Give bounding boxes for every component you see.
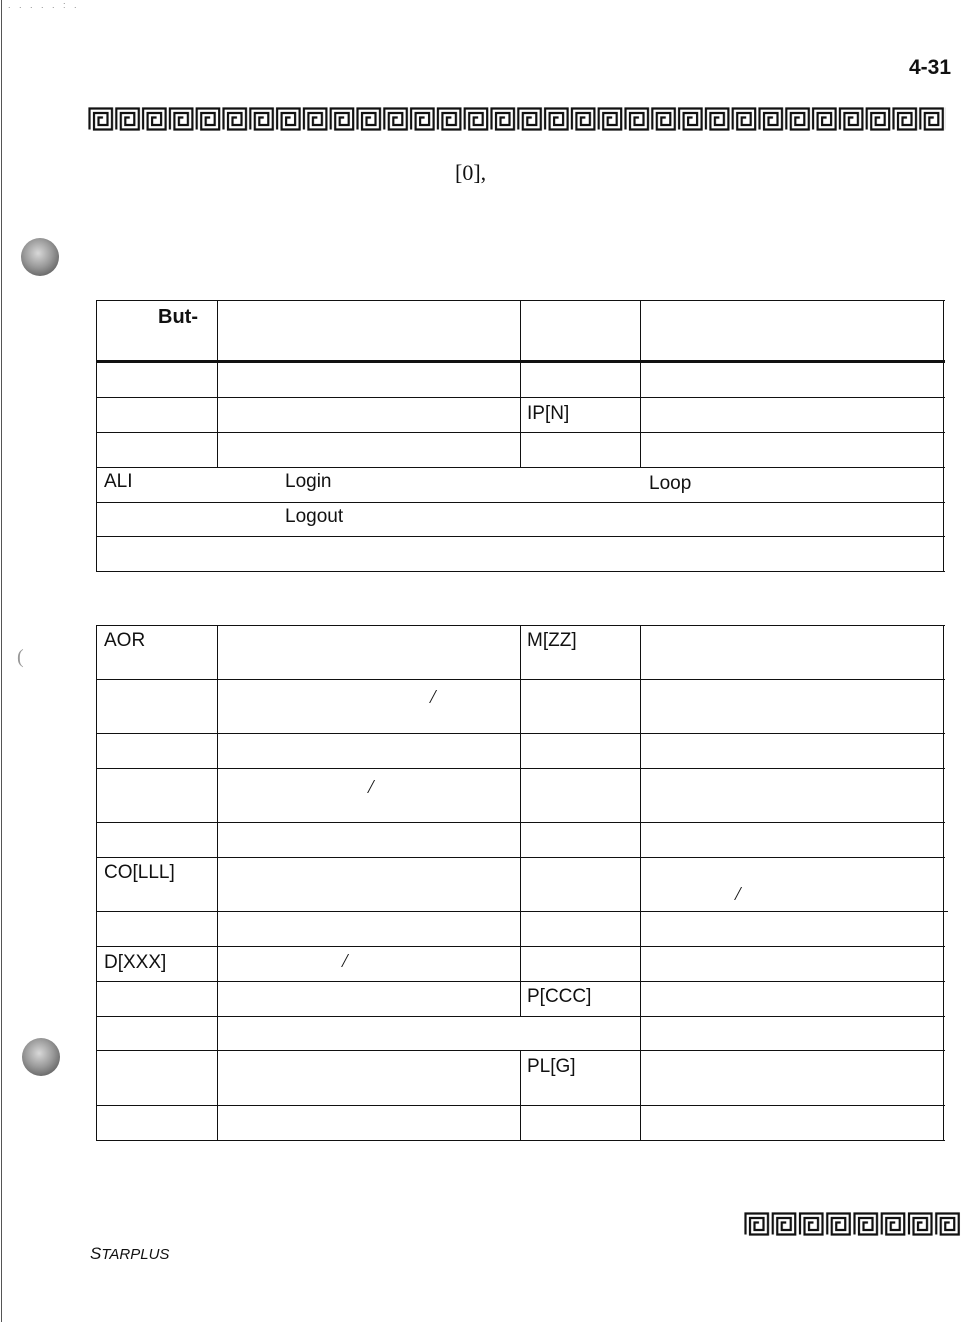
table-cell: Login <box>285 471 332 492</box>
slash-glyph: / <box>342 950 348 972</box>
table-rule <box>96 502 945 503</box>
left-margin-rule <box>1 0 2 1322</box>
page-number: 4-31 <box>908 56 951 79</box>
intro-text-fragment: [0], <box>455 160 487 185</box>
slash-glyph: / <box>368 776 374 798</box>
table-cell: CO[LLL] <box>104 862 175 883</box>
table-border-left <box>96 300 97 571</box>
column-divider <box>520 1050 521 1141</box>
column-divider <box>217 300 218 468</box>
column-divider <box>640 625 641 1141</box>
column-divider <box>217 625 218 1141</box>
table-cell: IP[N] <box>527 403 570 424</box>
table-rule <box>96 1016 945 1017</box>
slash-glyph: / <box>735 883 741 905</box>
slash-glyph: / <box>430 686 436 708</box>
header-cell-button: But- <box>158 306 198 328</box>
greek-key-border-top <box>88 107 946 131</box>
table-rule <box>96 536 945 537</box>
table-rule <box>96 571 945 572</box>
table-cell: ALI <box>104 471 133 492</box>
column-divider <box>520 625 521 1016</box>
footer-brand-initial: S <box>90 1244 102 1263</box>
table-border-left <box>96 625 97 1141</box>
footer-brand-rest: TARPLUS <box>101 1246 170 1263</box>
table-cell: AOR <box>104 630 146 651</box>
column-divider <box>640 300 641 468</box>
table-cell: P[CCC] <box>527 986 592 1007</box>
table-cell: Logout <box>285 506 344 527</box>
footer-brand <box>90 1244 169 1264</box>
binder-hole-top <box>21 238 59 276</box>
binder-hole-bottom <box>22 1038 60 1076</box>
table-border-right <box>943 625 944 1141</box>
column-divider <box>520 300 521 468</box>
greek-key-border-bottom <box>744 1212 962 1236</box>
table-border-right <box>943 300 944 571</box>
table-rule <box>96 911 948 912</box>
paren-mark: ( <box>17 646 24 668</box>
table-cell: D[XXX] <box>104 952 167 973</box>
table-cell: PL[G] <box>527 1056 576 1077</box>
table-cell: M[ZZ] <box>527 630 577 651</box>
table-cell: Loop <box>649 473 692 494</box>
scan-specks: . . . . . : . <box>8 0 80 10</box>
